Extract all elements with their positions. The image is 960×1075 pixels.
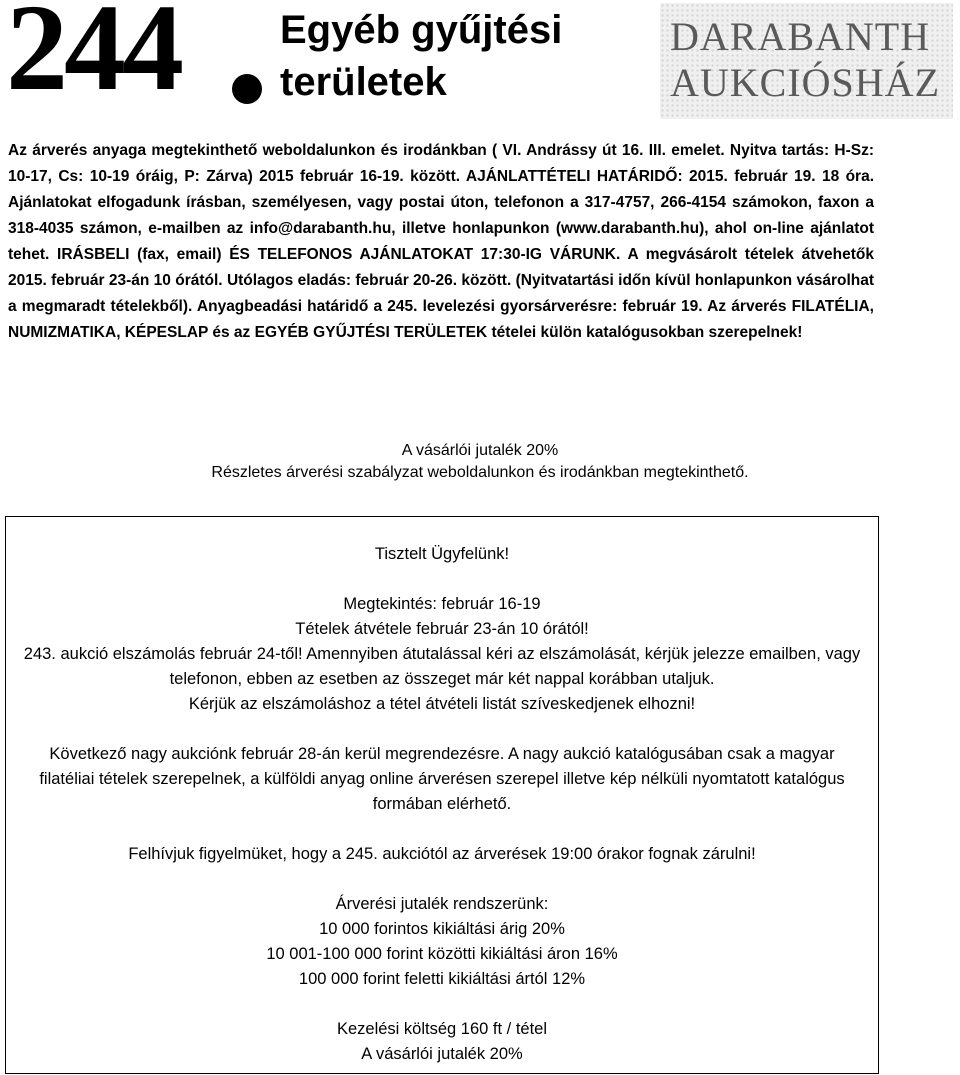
section-title-line2: területek	[280, 60, 447, 104]
logo-line-2: AUKCIÓSHÁZ	[670, 60, 940, 105]
commission-tier-2: 10 001-100 000 forint közötti kikiáltási áron 16%	[266, 945, 618, 963]
commission-tier-1: 10 000 forintos kikiáltási árig 20%	[319, 920, 565, 938]
rules-text: Részletes árverési szabályzat weboldalunkon és irodánkban megtekinthető.	[211, 464, 749, 481]
fee-info	[0, 440, 960, 484]
customer-notice-box	[5, 516, 879, 1074]
section-number: 244	[6, 0, 180, 116]
section-title	[280, 4, 562, 108]
notice-greeting: Tisztelt Ügyfelünk!	[374, 545, 510, 563]
notice-viewing: Megtekintés: február 16-19	[343, 595, 541, 613]
buyer-fee: A vásárlói jutalék 20%	[361, 1045, 523, 1063]
commission-title: Árverési jutalék rendszerünk:	[335, 895, 549, 913]
notice-next-auction: Következő nagy aukciónk február 28-án kerül megrendezésre. A nagy aukció katalógusában csak a magyar filatéliai tételek szerepelnek, a külföldi anyag online árverésen szerepel illetve kép nélküli nyomtatott katalógus formában elérhető.	[39, 745, 845, 813]
page-header	[0, 0, 960, 120]
section-number-dot	[232, 74, 262, 104]
darabanth-logo	[660, 3, 953, 119]
auction-info-text: Az árverés anyaga megtekinthető weboldalunkon és irodánkban ( VI. Andrássy út 16. III. emelet. Nyitva tartás: H-Sz: 10-17, Cs: 10-19 óráig, P: Zárva) 2015 február 16-19. között. AJÁNLATTÉTELI HATÁRIDŐ: 2015. február 19. 18 óra. Ajánlatokat elfogadunk írásban, személyesen, vagy postai úton, telefonon a 317-4757, 266-4154 számokon, faxon a 318-4035 számon, e-mailben az info@darabanth.hu, illetve honlapunkon (www.darabanth.hu), ahol on-line ajánlatot tehet. IRÁSBELI (fax, email) ÉS TELEFONOS AJÁNLATOKAT 17:30-IG VÁRUNK. A megvásárolt tételek átvehetők 2015. február 23-án 10 órától. Utólagos eladás: február 20-26. között. (Nyitvatartási időn kívül honlapunkon vásárolhat a megmaradt tételekből). Anyagbeadási határidő a 245. levelezési gyorsárverésre: február 19. Az árverés FILATÉLIA, NUMIZMATIKA, KÉPESLAP és az EGYÉB GYŰJTÉSI TERÜLETEK tételei külön katalógusokban szerepelnek!	[8, 142, 874, 341]
notice-bring-list: Kérjük az elszámoláshoz a tétel átvételi listát szíveskedjenek elhozni!	[188, 695, 696, 713]
notice-pickup: Tételek átvétele február 23-án 10 órától!	[295, 620, 589, 638]
commission-tier-3: 100 000 forint feletti kikiáltási ártól 12%	[298, 970, 586, 988]
notice-settlement: 243. aukció elszámolás február 24-től! Amennyiben átutalással kéri az elszámolását, kérjük jelezze emailben, vagy telefonon, ebben az esetben az összeget már két nappal korábban utaljuk.	[23, 645, 861, 688]
buyer-fee-text: A vásárlói jutalék 20%	[401, 442, 559, 459]
auction-info-paragraph	[8, 138, 874, 346]
notice-closing-time: Felhívjuk figyelmüket, hogy a 245. aukciótól az árverések 19:00 órakor fognak zárulni!	[128, 845, 756, 863]
logo-line-1: DARABANTH	[670, 14, 931, 59]
handling-fee: Kezelési költség 160 ft / tétel	[336, 1020, 548, 1038]
section-title-line1: Egyéb gyűjtési	[280, 8, 563, 52]
